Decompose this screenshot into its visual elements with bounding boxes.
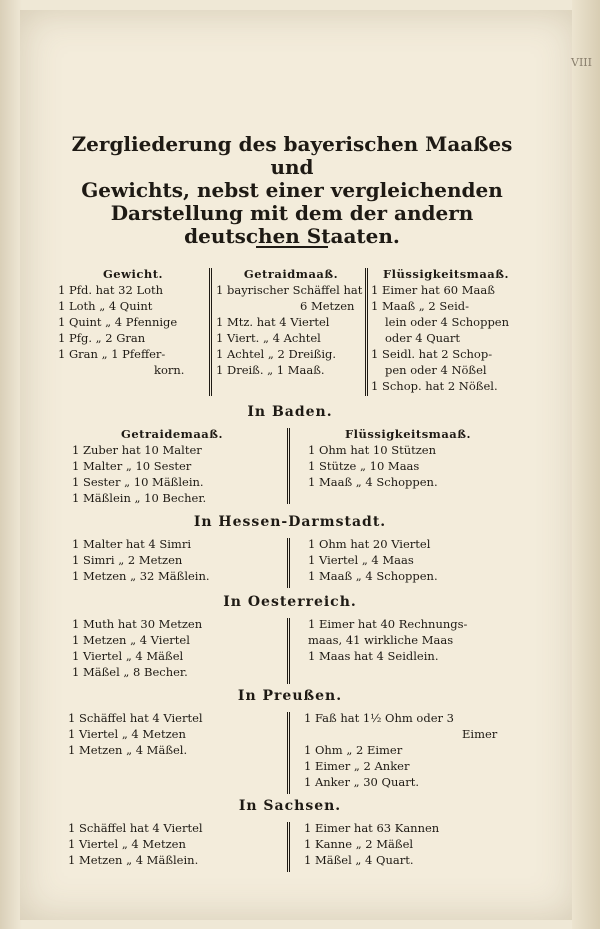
gewicht-row: 1 Loth „ 4 Quint bbox=[58, 299, 153, 313]
section-heading-baden: In Baden. bbox=[247, 404, 333, 420]
getraid-row: 1 Mtz. hat 4 Viertel bbox=[216, 315, 330, 329]
preussen-left-row: 1 Schäffel hat 4 Viertel bbox=[68, 711, 203, 725]
oesterreich-right bbox=[308, 616, 528, 664]
getraid-row: 1 Viert. „ 4 Achtel bbox=[216, 331, 321, 345]
column-divider bbox=[287, 618, 290, 684]
hessen-right-row: 1 Maaß „ 4 Schoppen. bbox=[308, 569, 438, 583]
getraid-heading: Getraidmaaß. bbox=[243, 267, 339, 281]
gewicht-column bbox=[58, 266, 208, 378]
baden-left-row: 1 Mäßlein „ 10 Becher. bbox=[72, 491, 207, 505]
sachsen-left-row: 1 Schäffel hat 4 Viertel bbox=[68, 821, 203, 835]
column-divider bbox=[209, 268, 212, 396]
baden-left-heading: Getraidemaaß. bbox=[121, 427, 223, 441]
preussen-right-row: 1 Anker „ 30 Quart. bbox=[304, 775, 419, 789]
fluessig-row: pen oder 4 Nößel bbox=[385, 363, 487, 377]
column-divider bbox=[287, 822, 290, 872]
sachsen-right-row: 1 Mäßel „ 4 Quart. bbox=[304, 853, 414, 867]
sachsen-left bbox=[68, 820, 278, 868]
gewicht-row: 1 Gran „ 1 Pfeffer- bbox=[58, 347, 166, 361]
getraid-row: 1 Dreiß. „ 1 Maaß. bbox=[216, 363, 325, 377]
baden-left-row: 1 Zuber hat 10 Malter bbox=[72, 443, 202, 457]
preussen-left-row: 1 Metzen „ 4 Mäßel. bbox=[68, 743, 188, 757]
fluessig-row: 1 Schop. hat 2 Nößel. bbox=[371, 379, 498, 393]
hessen-right-row: 1 Ohm hat 20 Viertel bbox=[308, 537, 431, 551]
gewicht-row: 1 Pfd. hat 32 Loth bbox=[58, 283, 164, 297]
column-divider bbox=[287, 712, 290, 794]
hessen-table bbox=[72, 536, 572, 590]
preussen-left-row: 1 Viertel „ 4 Metzen bbox=[68, 727, 186, 741]
title-line: Darstellung mit dem der andern bbox=[110, 201, 474, 225]
hessen-right bbox=[308, 536, 508, 584]
oesterreich-left-row: 1 Mäßel „ 8 Becher. bbox=[72, 665, 188, 679]
section-heading-preussen: In Preußen. bbox=[237, 688, 343, 704]
baden-left-row: 1 Sester „ 10 Mäßlein. bbox=[72, 475, 204, 489]
hessen-right-row: 1 Viertel „ 4 Maas bbox=[308, 553, 414, 567]
section-heading-sachsen: In Sachsen. bbox=[238, 798, 342, 814]
getraid-row: 1 bayrischer Schäffel hat bbox=[216, 283, 363, 297]
gewicht-row: 1 Pfg. „ 2 Gran bbox=[58, 331, 146, 345]
oesterreich-right-row: 1 Eimer hat 40 Rechnungs- bbox=[308, 617, 468, 631]
oesterreich-right-row: maas, 41 wirkliche Maas bbox=[308, 633, 454, 647]
preussen-left bbox=[68, 710, 278, 758]
baden-right-row: 1 Maaß „ 4 Schoppen. bbox=[308, 475, 438, 489]
hessen-left-row: 1 Simri „ 2 Metzen bbox=[72, 553, 183, 567]
preussen-right-row: Eimer bbox=[462, 727, 498, 741]
title-line: deutschen Staaten. bbox=[184, 224, 400, 248]
getraid-column bbox=[216, 266, 366, 378]
fluessig-column bbox=[371, 266, 521, 394]
fluessig-heading: Flüssigkeitsmaaß. bbox=[382, 267, 509, 281]
sachsen-left-row: 1 Viertel „ 4 Metzen bbox=[68, 837, 186, 851]
sachsen-left-row: 1 Metzen „ 4 Mäßlein. bbox=[68, 853, 199, 867]
oesterreich-table bbox=[72, 616, 572, 686]
baden-table bbox=[72, 426, 572, 506]
title-line: Zergliederung des bayerischen Maaßes und bbox=[71, 132, 513, 179]
baden-right-heading: Flüssigkeitsmaaß. bbox=[344, 427, 471, 441]
gewicht-row: korn. bbox=[154, 363, 185, 377]
section-heading-oesterreich: In Oesterreich. bbox=[223, 594, 357, 610]
column-divider bbox=[365, 268, 368, 396]
sachsen-table bbox=[68, 820, 568, 874]
column-divider bbox=[287, 428, 290, 504]
page-marker: VIII bbox=[571, 56, 592, 69]
fluessig-row: 1 Seidl. hat 2 Schop- bbox=[371, 347, 493, 361]
baden-right-row: 1 Ohm hat 10 Stützen bbox=[308, 443, 436, 457]
page-title bbox=[52, 133, 532, 248]
title-line: Gewichts, nebst einer vergleichenden bbox=[81, 178, 503, 202]
sachsen-right-row: 1 Eimer hat 63 Kannen bbox=[304, 821, 440, 835]
fluessig-row: 1 Maaß „ 2 Seid- bbox=[371, 299, 469, 313]
oesterreich-left-row: 1 Muth hat 30 Metzen bbox=[72, 617, 203, 631]
hessen-left-row: 1 Malter hat 4 Simri bbox=[72, 537, 192, 551]
preussen-right-row: 1 Faß hat 1½ Ohm oder 3 bbox=[304, 711, 454, 725]
getraid-row: 1 Achtel „ 2 Dreißig. bbox=[216, 347, 337, 361]
sachsen-right bbox=[304, 820, 534, 868]
column-divider bbox=[287, 538, 290, 588]
hessen-left-row: 1 Metzen „ 32 Mäßlein. bbox=[72, 569, 210, 583]
preussen-table bbox=[68, 710, 568, 794]
gewicht-heading: Gewicht. bbox=[102, 267, 164, 281]
sachsen-right-row: 1 Kanne „ 2 Mäßel bbox=[304, 837, 414, 851]
section-heading-hessen: In Hessen-Darmstadt. bbox=[193, 514, 387, 530]
getraid-row: 6 Metzen bbox=[300, 299, 355, 313]
preussen-right-row: 1 Ohm „ 2 Eimer bbox=[304, 743, 403, 757]
baden-left-row: 1 Malter „ 10 Sester bbox=[72, 459, 192, 473]
preussen-right-row: 1 Eimer „ 2 Anker bbox=[304, 759, 410, 773]
baden-left bbox=[72, 426, 272, 506]
preussen-right bbox=[304, 710, 534, 790]
oesterreich-left-row: 1 Metzen „ 4 Viertel bbox=[72, 633, 190, 647]
oesterreich-left bbox=[72, 616, 272, 680]
baden-right bbox=[308, 426, 508, 490]
page-edge-right bbox=[572, 0, 600, 929]
page-edge-left bbox=[0, 0, 22, 929]
title-divider bbox=[256, 246, 328, 248]
bayern-table bbox=[58, 266, 558, 401]
fluessig-row: lein oder 4 Schoppen bbox=[385, 315, 510, 329]
oesterreich-left-row: 1 Viertel „ 4 Mäßel bbox=[72, 649, 184, 663]
gewicht-row: 1 Quint „ 4 Pfennige bbox=[58, 315, 178, 329]
fluessig-row: 1 Eimer hat 60 Maaß bbox=[371, 283, 495, 297]
oesterreich-right-row: 1 Maas hat 4 Seidlein. bbox=[308, 649, 439, 663]
hessen-left bbox=[72, 536, 272, 584]
fluessig-row: oder 4 Quart bbox=[385, 331, 461, 345]
baden-right-row: 1 Stütze „ 10 Maas bbox=[308, 459, 420, 473]
